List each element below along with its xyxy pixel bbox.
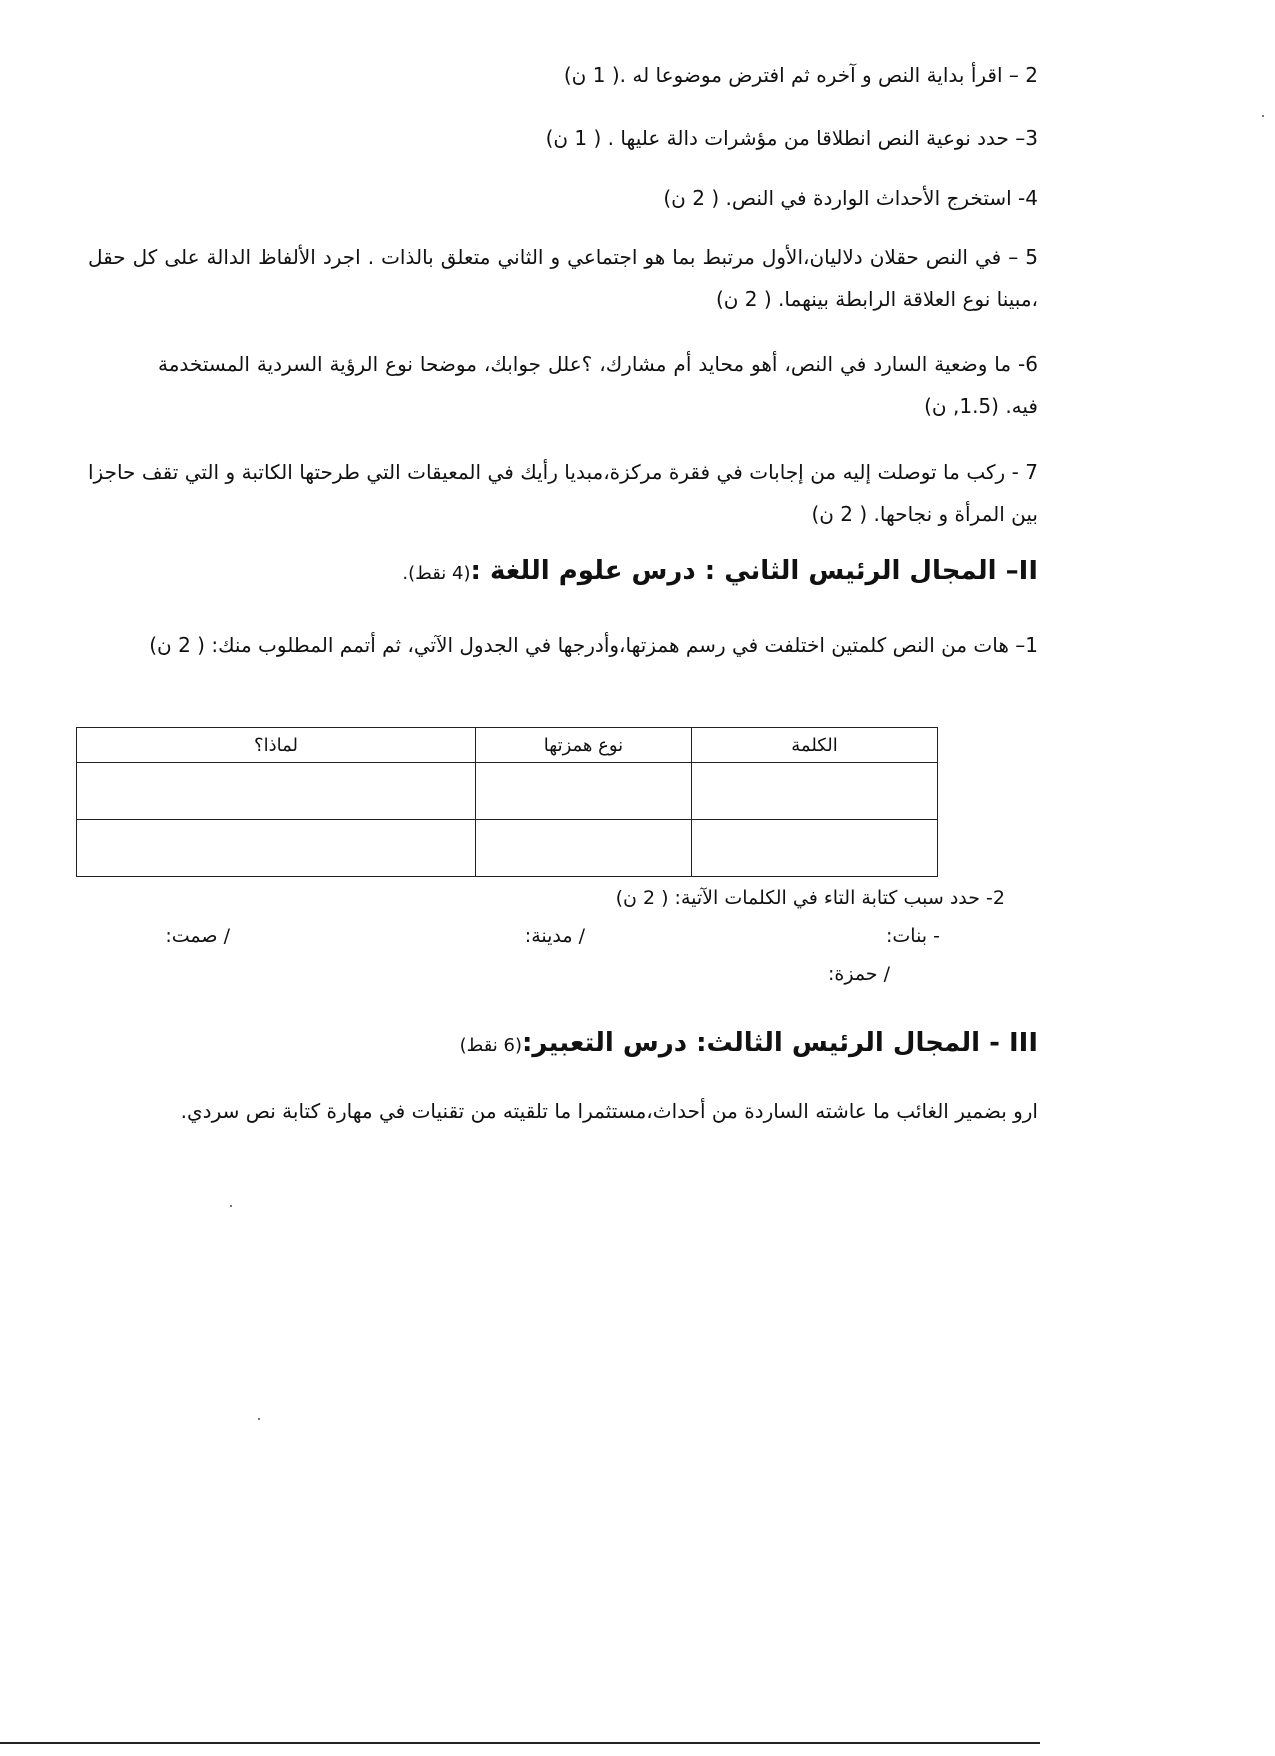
table-row <box>77 763 938 820</box>
section-3-title: III - المجال الرئيس الثالث: درس التعبير: <box>522 1028 1038 1058</box>
scan-speck <box>230 1205 232 1207</box>
section-3-points: (6 نقط) <box>459 1035 523 1056</box>
writing-task: ارو بضمير الغائب ما عاشته الساردة من أحداث،مستثمرا ما تلقيته من تقنيات في مهارة كتابة نص سردي. <box>180 1099 1038 1123</box>
col-header-word: الكلمة <box>692 728 938 763</box>
table-header-row <box>77 728 938 763</box>
word-banat: - بنات: <box>886 925 940 947</box>
question-3: 3– حدد نوعية النص انطلاقا من مؤشرات دالة عليها . ( 1 ن) <box>545 126 1038 150</box>
question-6: 6- ما وضعية السارد في النص، أهو محايد أم مشارك، ؟علل جوابك، موضحا نوع الرؤية السردية المستخدمة فيه. (1.5, ن) <box>158 352 1038 418</box>
table-cell[interactable] <box>476 820 692 877</box>
page-bottom-rule <box>0 1742 1040 1744</box>
col-header-hamza-type: نوع همزتها <box>476 728 692 763</box>
question-7: 7 - ركب ما توصلت إليه من إجابات في فقرة مركزة،مبديا رأيك في المعيقات التي طرحتها الكاتبة و التي تقف حاجزا بين المرأة و نجاحها. ( 2 ن) <box>88 460 1038 526</box>
hamza-answer-table <box>76 727 938 877</box>
section-3-heading <box>460 1028 1038 1058</box>
part2-question-1: 1– هات من النص كلمتين اختلفت في رسم همزتها،وأدرجها في الجدول الآتي، ثم أتمم المطلوب منك: ( 2 ن) <box>149 633 1038 657</box>
table-cell[interactable] <box>692 763 938 820</box>
section-2-points: (4 نقط). <box>402 563 471 584</box>
word-hamza: / حمزة: <box>827 963 890 985</box>
section-2-heading <box>402 556 1038 586</box>
question-2: 2 – اقرأ بداية النص و آخره ثم افترض موضوعا له .( 1 ن) <box>563 63 1038 87</box>
section-2-title: II– المجال الرئيس الثاني : درس علوم اللغة : <box>470 556 1038 586</box>
table-cell[interactable] <box>77 763 476 820</box>
part2-question-2: 2- حدد سبب كتابة التاء في الكلمات الآتية: ( 2 ن) <box>615 887 1005 909</box>
table-cell[interactable] <box>77 820 476 877</box>
table-cell[interactable] <box>476 763 692 820</box>
scan-speck <box>258 1418 260 1420</box>
question-4: 4- استخرج الأحداث الواردة في النص. ( 2 ن) <box>663 186 1038 210</box>
scan-speck <box>1262 115 1264 117</box>
col-header-why: لماذا؟ <box>77 728 476 763</box>
question-5: 5 – في النص حقلان دلاليان،الأول مرتبط بما هو اجتماعي و الثاني متعلق بالذات . اجرد الألفاظ الدالة على كل حقل ،مبينا نوع العلاقة الرابطة بينهما. ( 2 ن) <box>88 245 1038 311</box>
table-cell[interactable] <box>692 820 938 877</box>
table-row <box>77 820 938 877</box>
word-madina: / مدينة: <box>524 925 585 947</box>
word-samt: / صمت: <box>165 925 230 947</box>
